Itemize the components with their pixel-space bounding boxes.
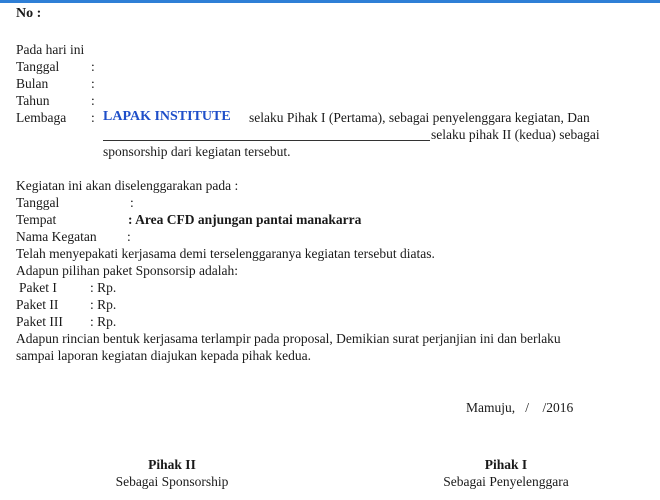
package-3-label: Paket III xyxy=(16,314,63,329)
package-heading: Adapun pilihan paket Sponsorsip adalah: xyxy=(16,263,238,278)
package-3-value: : Rp. xyxy=(90,314,117,329)
right-signature-subtitle: Sebagai Penyelenggara xyxy=(443,474,569,489)
event-tempat-label: Tempat xyxy=(16,212,57,227)
tahun-colon: : xyxy=(91,93,95,108)
left-signature-title: Pihak II xyxy=(148,457,196,472)
tahun-label: Tahun xyxy=(16,93,50,108)
pada-hari-ini-label: Pada hari ini xyxy=(16,42,85,57)
pihak-ii-blank-line xyxy=(103,140,430,141)
date-line: Mamuju, / /2016 xyxy=(466,400,574,415)
tanggal-colon: : xyxy=(91,59,95,74)
package-1-label: Paket I xyxy=(19,280,57,295)
agreement-line: Telah menyepakati kerjasama demi terselenggaranya kegiatan tersebut diatas. xyxy=(16,246,435,261)
lembaga-name: LAPAK INSTITUTE xyxy=(103,109,231,124)
event-nama-colon: : xyxy=(127,229,131,244)
event-heading: Kegiatan ini akan diselenggarakan pada : xyxy=(16,178,239,193)
bulan-colon: : xyxy=(91,76,95,91)
package-2-value: : Rp. xyxy=(90,297,117,312)
letter-number: No : xyxy=(16,6,42,21)
event-nama-label: Nama Kegatan xyxy=(16,229,97,244)
package-1-value: : Rp. xyxy=(90,280,117,295)
package-2-label: Paket II xyxy=(16,297,59,312)
closing-line-1: Adapun rincian bentuk kerjasama terlampir pada proposal, Demikian surat perjanjian ini dan berlaku xyxy=(16,331,561,346)
bulan-label: Bulan xyxy=(16,76,49,91)
top-border xyxy=(0,0,660,3)
event-tanggal-colon: : xyxy=(130,195,134,210)
lembaga-label: Lembaga xyxy=(16,110,67,125)
event-tanggal-label: Tanggal xyxy=(16,195,60,210)
closing-line-2: sampai laporan kegiatan diajukan kepada pihak kedua. xyxy=(16,348,312,363)
lembaga-colon: : xyxy=(91,110,95,125)
lembaga-line1-text: selaku Pihak I (Pertama), sebagai penyelenggara kegiatan, Dan xyxy=(249,110,590,125)
tanggal-label: Tanggal xyxy=(16,59,60,74)
left-signature-subtitle: Sebagai Sponsorship xyxy=(115,474,229,489)
lembaga-line3-text: sponsorship dari kegiatan tersebut. xyxy=(103,144,291,159)
lembaga-line2-text: selaku pihak II (kedua) sebagai xyxy=(431,127,600,142)
right-signature-title: Pihak I xyxy=(484,457,528,472)
event-tempat-value: : Area CFD anjungan pantai manakarra xyxy=(128,212,362,227)
